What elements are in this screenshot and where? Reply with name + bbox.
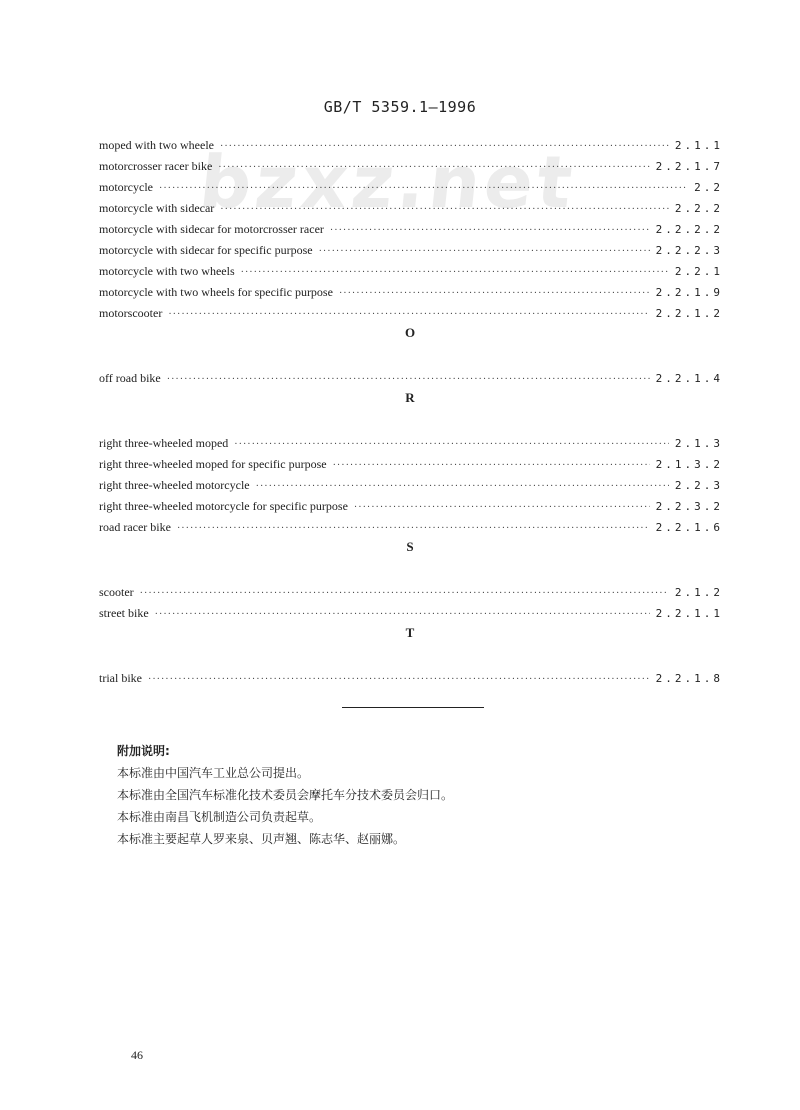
index-entry — [99, 303, 723, 323]
index-entry — [99, 517, 723, 537]
index-entry — [99, 582, 723, 602]
entry-term: trial bike — [99, 671, 142, 685]
leader-dots — [319, 242, 650, 262]
index-entry — [99, 603, 723, 623]
index-entry — [99, 198, 723, 218]
entry-term: off road bike — [99, 371, 161, 385]
leader-dots — [354, 498, 650, 518]
leader-dots — [241, 263, 669, 283]
index-entry — [99, 156, 723, 176]
notes-line: 本标准主要起草人罗来泉、贝声翘、陈志华、赵丽娜。 — [117, 832, 406, 846]
leader-dots — [220, 200, 669, 220]
entry-reference: 2.2.1.9 — [655, 286, 723, 299]
page-number: 46 — [131, 1048, 143, 1062]
section-letter: O — [404, 325, 416, 340]
leader-dots — [167, 370, 650, 390]
entry-reference: 2.1.3.2 — [655, 458, 723, 471]
entry-reference: 2.1.3 — [674, 437, 723, 450]
entry-reference: 2.2.1 — [674, 265, 723, 278]
index-entry — [99, 177, 723, 197]
index-entry — [99, 433, 723, 453]
section-letter: T — [405, 625, 415, 640]
entry-term: motorcycle — [99, 180, 153, 194]
divider-rule — [342, 707, 484, 708]
leader-dots — [333, 456, 650, 476]
entry-term: right three-wheeled moped — [99, 436, 229, 450]
leader-dots — [177, 519, 650, 539]
notes-title: 附加说明: — [117, 744, 170, 758]
entry-reference: 2.2.1.4 — [655, 372, 723, 385]
entry-reference: 2.2.2 — [674, 202, 723, 215]
entry-term: street bike — [99, 606, 149, 620]
notes-line: 本标准由全国汽车标准化技术委员会摩托车分技术委员会归口。 — [117, 788, 454, 802]
entry-term: right three-wheeled motorcycle for specific purpose — [99, 499, 348, 513]
notes-line: 本标准由中国汽车工业总公司提出。 — [117, 766, 310, 780]
leader-dots — [234, 435, 669, 455]
entry-reference: 2.2.2.3 — [655, 244, 723, 257]
index-entry — [99, 135, 723, 155]
entry-reference: 2.2.3 — [674, 479, 723, 492]
entry-term: scooter — [99, 585, 134, 599]
entry-reference: 2.2.2.2 — [655, 223, 723, 236]
entry-term: motorcycle with sidecar for specific purpose — [99, 243, 313, 257]
notes-line: 本标准由南昌飞机制造公司负责起草。 — [117, 810, 322, 824]
section-letter: S — [406, 539, 414, 554]
entry-reference: 2.2.1.8 — [655, 672, 723, 685]
entry-reference: 2.2 — [694, 181, 723, 194]
index-entry — [99, 368, 723, 388]
entry-reference: 2.1.2 — [674, 586, 723, 599]
entry-term: motorcycle with two wheels for specific purpose — [99, 285, 333, 299]
leader-dots — [220, 137, 669, 157]
entry-term: motorcycle with two wheels — [99, 264, 235, 278]
entry-term: motorcycle with sidecar for motorcrosser racer — [99, 222, 324, 236]
section-letter: R — [405, 390, 415, 405]
leader-dots — [330, 221, 650, 241]
entry-term: motorcycle with sidecar — [99, 201, 215, 215]
entry-term: right three-wheeled motorcycle — [99, 478, 250, 492]
entry-term: motorcrosser racer bike — [99, 159, 213, 173]
page-header: GB/T 5359.1—1996 — [323, 98, 477, 116]
watermark: bzxz.net — [195, 140, 581, 224]
index-entry — [99, 454, 723, 474]
entry-reference: 2.2.1.6 — [655, 521, 723, 534]
entry-reference: 2.2.1.7 — [655, 160, 723, 173]
entry-term: moped with two wheele — [99, 138, 214, 152]
index-entry — [99, 219, 723, 239]
leader-dots — [256, 477, 669, 497]
entry-term: motorscooter — [99, 306, 163, 320]
index-entry — [99, 668, 723, 688]
index-entry — [99, 261, 723, 281]
index-entry — [99, 282, 723, 302]
index-entry — [99, 475, 723, 495]
leader-dots — [140, 584, 669, 604]
leader-dots — [339, 284, 650, 304]
leader-dots — [148, 670, 650, 690]
entry-reference: 2.2.3.2 — [655, 500, 723, 513]
additional-notes — [117, 740, 453, 850]
leader-dots — [159, 179, 688, 199]
index-entry — [99, 496, 723, 516]
entry-term: right three-wheeled moped for specific purpose — [99, 457, 327, 471]
entry-reference: 2.2.1.1 — [655, 607, 723, 620]
entry-reference: 2.1.1 — [674, 139, 723, 152]
entry-term: road racer bike — [99, 520, 171, 534]
leader-dots — [155, 605, 650, 625]
index-entry — [99, 240, 723, 260]
entry-reference: 2.2.1.2 — [655, 307, 723, 320]
leader-dots — [168, 305, 649, 325]
leader-dots — [218, 158, 649, 178]
